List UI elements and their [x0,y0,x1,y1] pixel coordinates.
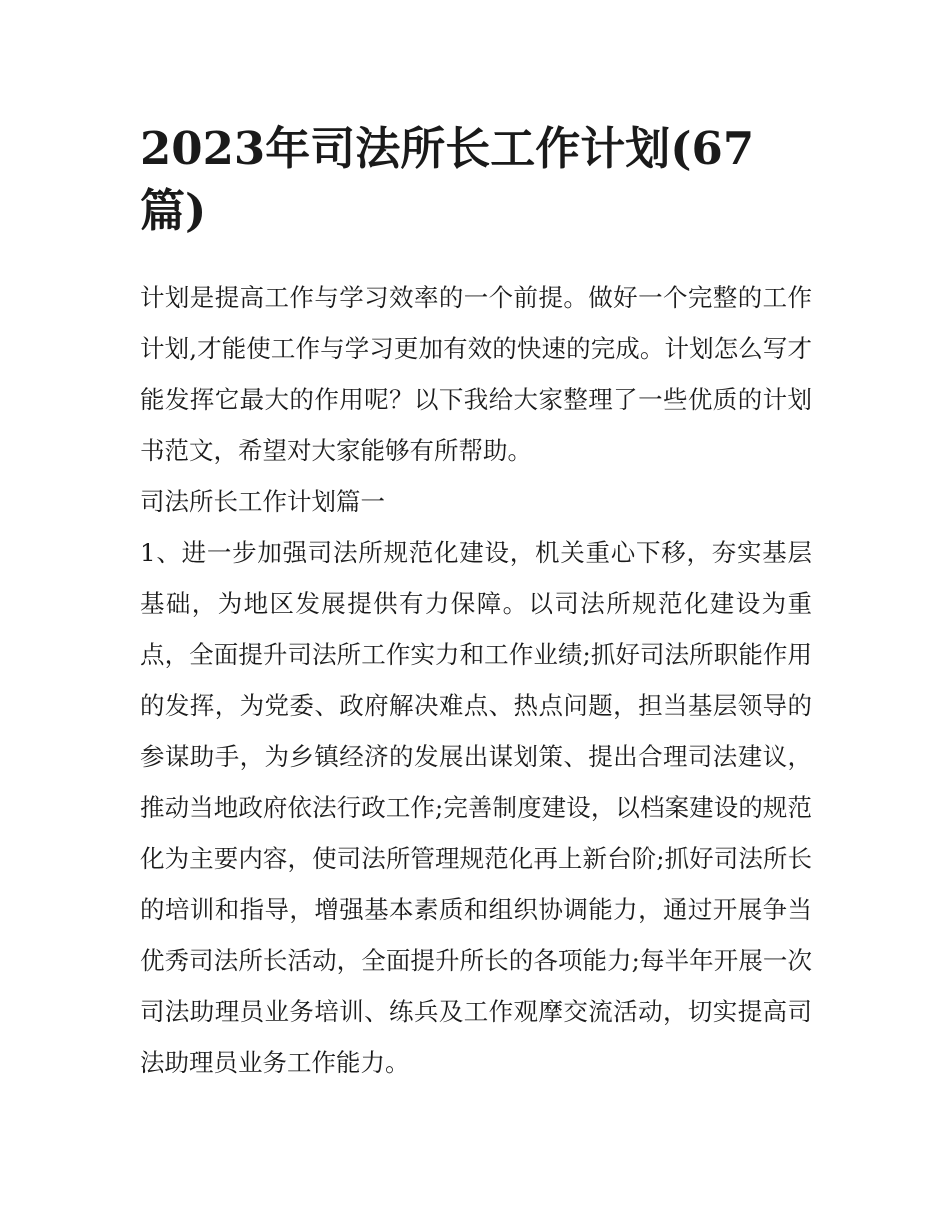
intro-paragraph: 计划是提高工作与学习效率的一个前提。做好一个完整的工作计划,才能使工作与学习更加有效的快速的完成。计划怎么写才能发挥它最大的作用呢？以下我给大家整理了一些优质的计划书范文，希望对大家能够有所帮助。 [140,283,812,465]
body-paragraph: 1、进一步加强司法所规范化建设，机关重心下移，夯实基层基础，为地区发展提供有力保障。以司法所规范化建设为重点，全面提升司法所工作实力和工作业绩;抓好司法所职能作用的发挥，为党委、政府解决难点、热点问题，担当基层领导的参谋助手，为乡镇经济的发展出谋划策、提出合理司法建议，推动当地政府依法行政工作;完善制度建设，以档案建设的规范化为主要内容，使司法所管理规范化再上新台阶;抓好司法所长的培训和指导，增强基本素质和组织协调能力，通过开展争当优秀司法所长活动，全面提升所长的各项能力;每半年开展一次司法助理员业务培训、练兵及工作观摩交流活动，切实提高司法助理员业务工作能力。 [140,538,812,1077]
document-title: 2023年司法所长工作计划(67篇) [140,122,755,237]
section-heading: 司法所长工作计划篇一 [140,487,385,516]
document-body [140,118,812,1088]
